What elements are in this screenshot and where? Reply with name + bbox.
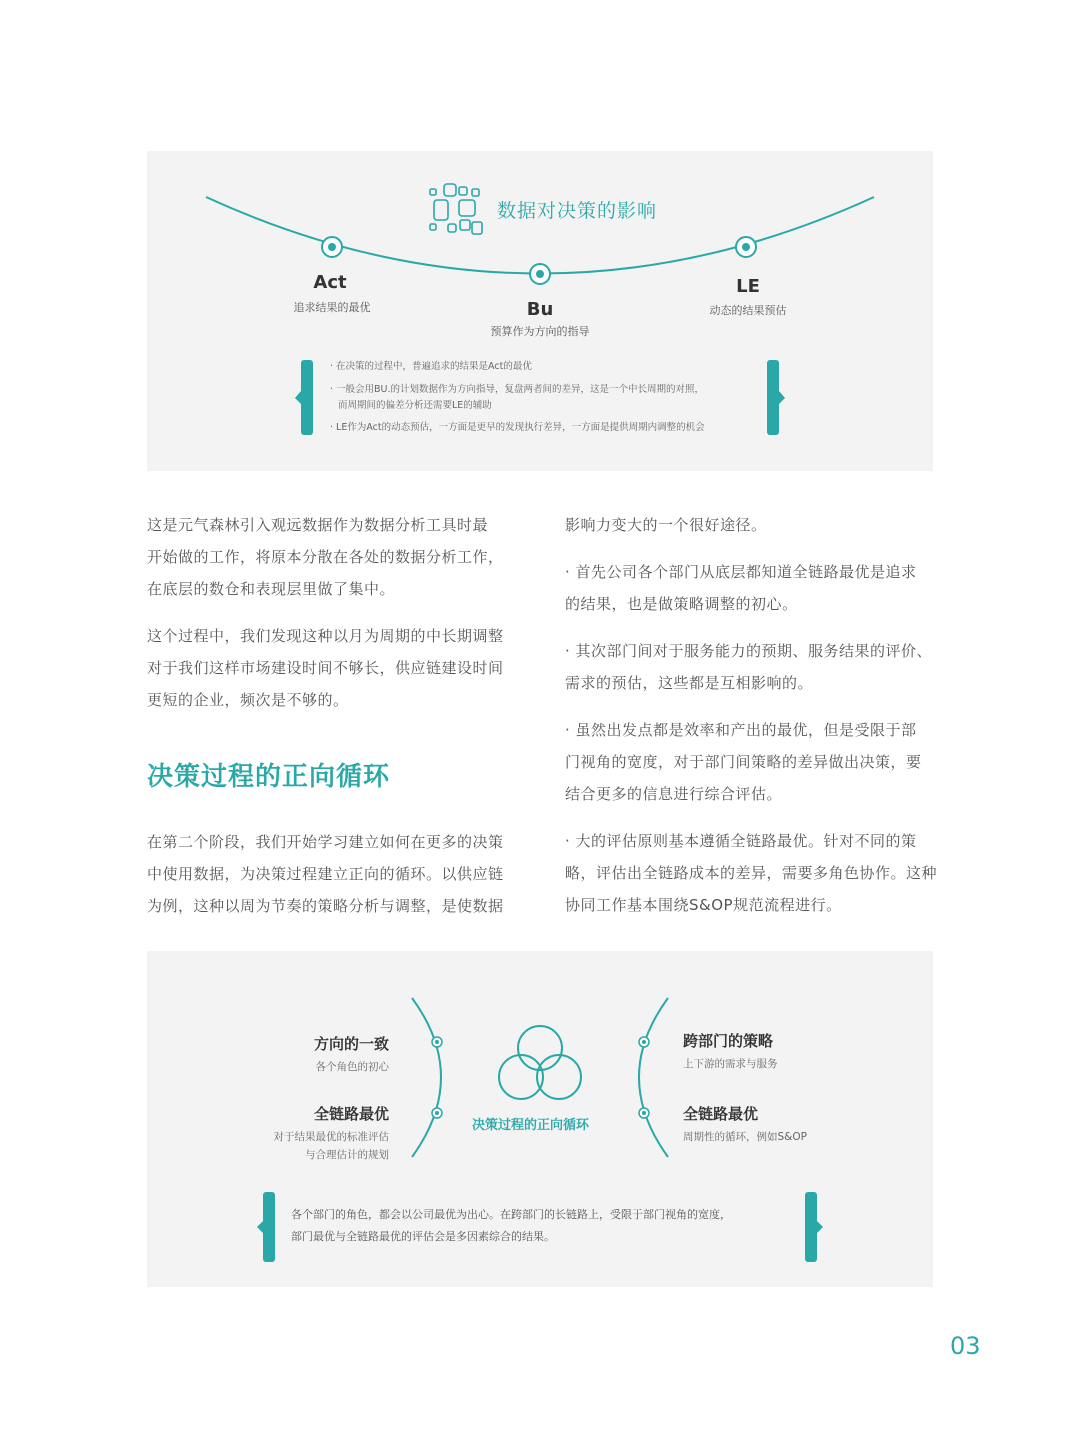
item-sub: 各个角色的初心 [315, 1061, 389, 1073]
text-line: 对于我们这样市场建设时间不够长，供应链建设时间 [147, 659, 504, 677]
text-line: · 首先公司各个部门从底层都知道全链路最优是追求 [565, 563, 917, 581]
top-panel-title: 数据对决策的影响 [497, 200, 658, 222]
note-line: 而周期间的偏差分析还需要LE的辅助 [338, 400, 492, 411]
section-heading: 决策过程的正向循环 [147, 762, 391, 792]
text-line: · 大的评估原则基本遵循全链路最优。针对不同的策 [565, 832, 917, 850]
text-line: · 其次部门间对于服务能力的预期、服务结果的评价、 [565, 642, 933, 660]
bottom-panel-note [291, 1204, 731, 1248]
text-line: 在第二个阶段，我们开始学习建立如何在更多的决策 [147, 833, 504, 851]
text-line: 这个过程中，我们发现这种以月为周期的中长期调整 [147, 627, 504, 645]
right-arc [639, 998, 668, 1157]
arc-marker [432, 1037, 442, 1047]
page-number: 03 [950, 1332, 981, 1360]
text-line: 协同工作基本围绕S&OP规范流程进行。 [565, 896, 842, 914]
node-label-bu: Bu [526, 299, 554, 320]
right-brace-icon [805, 1192, 823, 1262]
item-sub: 周期性的循环，例如S&OP [683, 1131, 807, 1143]
text-line: 门视角的宽度，对于部门间策略的差异做出决策，要 [565, 753, 922, 771]
note-line: · 在决策的过程中，普遍追求的结果是Act的最优 [330, 361, 532, 372]
text-line: 在底层的数仓和表现层里做了集中。 [147, 580, 396, 598]
left-brace-icon [257, 1192, 275, 1262]
item-sub: 上下游的需求与服务 [683, 1058, 778, 1070]
node-label-act: Act [313, 272, 347, 293]
note-line: · 一般会用BU.的计划数据作为方向指导，复盘两者间的差异，这是一个中长周期的对照， [330, 384, 705, 395]
text-line: 为例，这种以周为节奏的策略分析与调整，是使数据 [147, 897, 504, 915]
right-item-2 [683, 1103, 863, 1146]
node-desc-bu: 预算作为方向的指导 [490, 325, 590, 338]
text-line: 更短的企业，频次是不够的。 [147, 691, 349, 709]
item-title: 方向的一致 [313, 1035, 389, 1053]
note-line: 各个部门的角色，都会以公司最优为出心。在跨部门的长链路上，受限于部门视角的宽度， [291, 1208, 731, 1221]
text-line: 略，评估出全链路成本的差异，需要多角色协作。这种 [565, 864, 938, 882]
item-sub: 对于结果最优的标准评估 [273, 1131, 389, 1143]
text-line: 结合更多的信息进行综合评估。 [565, 785, 783, 803]
note-line: 部门最优与全链路最优的评估会是多因素综合的结果。 [291, 1230, 555, 1243]
text-line: 开始做的工作，将原本分散在各处的数据分析工作， [147, 548, 504, 566]
item-title: 跨部门的策略 [683, 1032, 774, 1050]
item-title: 全链路最优 [683, 1105, 759, 1123]
left-arc [412, 998, 441, 1157]
left-item-2 [240, 1103, 389, 1164]
text-line: 影响力变大的一个很好途径。 [565, 516, 767, 534]
text-line: · 虽然出发点都是效率和产出的最优，但是受限于部 [565, 721, 917, 739]
cycle-center-label: 决策过程的正向循环 [472, 1118, 590, 1133]
note-line: · LE作为Act的动态预估，一方面是更早的发现执行差异，一方面是提供周期内调整的机会 [330, 422, 705, 433]
node-desc-act: 追求结果的最优 [293, 301, 371, 314]
text-line: 需求的预估，这些都是互相影响的。 [565, 674, 814, 692]
item-title: 全链路最优 [313, 1105, 389, 1123]
node-desc-le: 动态的结果预估 [709, 304, 787, 317]
arc-marker [432, 1108, 442, 1118]
right-item-1 [683, 1030, 863, 1073]
arc-marker [639, 1108, 649, 1118]
item-sub: 与合理估计的规划 [305, 1149, 389, 1161]
arc-marker [639, 1037, 649, 1047]
left-item-1 [240, 1033, 389, 1076]
text-line: 的结果，也是做策略调整的初心。 [565, 595, 798, 613]
venn-circles-icon [499, 1026, 581, 1099]
text-line: 中使用数据，为决策过程建立正向的循环。以供应链 [147, 865, 504, 883]
node-label-le: LE [736, 276, 760, 297]
text-line: 这是元气森林引入观远数据作为数据分析工具时最 [147, 516, 489, 534]
